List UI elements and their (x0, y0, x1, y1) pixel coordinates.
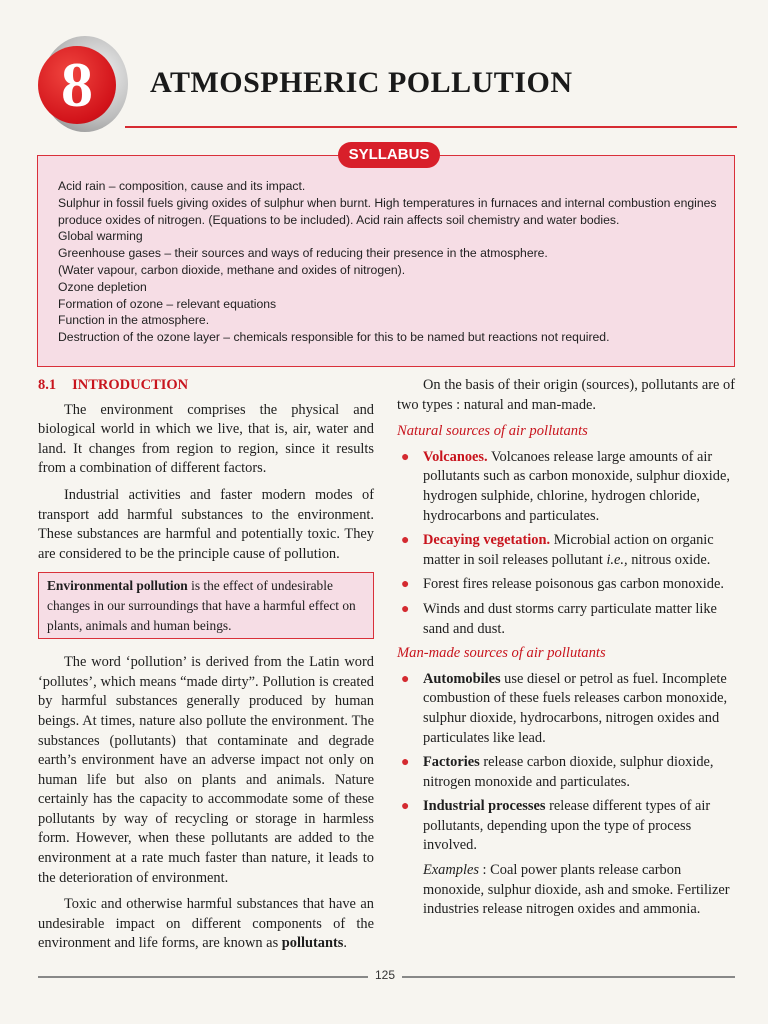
list-item-term: Factories (423, 754, 480, 771)
natural-sources-heading: Natural sources of air pollutants (397, 423, 588, 440)
chapter-number: 8 (38, 46, 116, 124)
bullet-icon: ● (401, 671, 410, 687)
bullet-icon: ● (401, 533, 410, 549)
left-column (38, 376, 374, 961)
syllabus-line: Global warming (58, 229, 143, 244)
section-title: INTRODUCTION (72, 377, 189, 393)
list-item (397, 670, 735, 748)
list-item-italic: i.e., (606, 551, 628, 568)
list-item (397, 797, 735, 856)
syllabus-label: SYLLABUS (338, 142, 440, 168)
definition-box (38, 572, 374, 639)
list-item (397, 600, 735, 639)
examples-text: : Coal power plants release carbon monoxide, sulphur dioxide, ash and smoke. Fertilizer industries release nitrogen oxides and ammonia. (423, 862, 730, 918)
syllabus-line: (Water vapour, carbon dioxide, methane and oxides of nitrogen). (58, 262, 406, 277)
list-item-text: nitrous oxide. (627, 551, 711, 568)
intro-paragraph-3: The word ‘pollution’ is derived from the Latin word ‘pollutes’, which means “made dirty”. Pollution is created by harmful substances generally produced by human beings. At times, nature also pollute the environment. The substances (pollutants) that contaminate and degrade earth’s environment have an adverse impact not only on human life but also on plants and animals. Nature certainly has the capacity to accommodate some of these pollutants by way of recycling or storage in harmless form. However, when these pollutants are added to the environment at a rate much faster than nature, it leads to the deterioration of environment. (38, 654, 374, 886)
intro-paragraph-1: The environment comprises the physical and biological world in which we live, that is, air, water and land. It changes from region to region, since it results from a combination of different factors. (38, 401, 374, 477)
chapter-title: ATMOSPHERIC POLLUTION (150, 66, 573, 99)
natural-sources-list (397, 448, 735, 639)
right-column (397, 376, 735, 920)
list-item-text: Volcanoes release large amounts of air pollutants such as carbon monoxide, sulphur dioxide, hydrogen sulphide, chlorine, hydrogen chloride, hydrocarbons and particulates. (423, 448, 730, 524)
definition-term: Environmental pollution (47, 578, 188, 594)
bullet-icon: ● (401, 601, 410, 617)
list-item-term: Industrial processes (423, 798, 546, 815)
paragraph-4-text: Toxic and otherwise harmful substances that have an undesirable impact on different components of the environment and life forms, are known as (38, 896, 374, 952)
syllabus-line: Formation of ozone – relevant equations (58, 296, 277, 311)
syllabus-line: Ozone depletion (58, 279, 147, 294)
bullet-icon: ● (401, 449, 410, 465)
manmade-sources-heading: Man-made sources of air pollutants (397, 645, 606, 662)
footer-rule-left (38, 976, 368, 978)
syllabus-line: Destruction of the ozone layer – chemicals responsible for this to be named but reactions not required. (58, 330, 610, 345)
examples-paragraph (397, 861, 735, 920)
list-item-term: Decaying vegetation. (423, 532, 551, 549)
definition-text: is the effect of undesirable changes in our surroundings that have a harmful effect on plants, animals and human beings. (47, 578, 356, 633)
list-item-text: Microbial action on organic matter in soil releases pollutant (423, 532, 714, 568)
list-item (397, 531, 735, 570)
list-item-term: Automobiles (423, 670, 501, 687)
paragraph-4-end: . (343, 935, 347, 952)
list-item (397, 448, 735, 526)
list-item-text: Forest fires release poisonous gas carbon monoxide. (423, 576, 724, 593)
syllabus-box (37, 155, 735, 367)
list-item-text: release different types of air pollutants, depending upon the type of process involved. (423, 798, 711, 854)
section-heading (38, 376, 374, 396)
list-item-text: use diesel or petrol as fuel. Incomplete combustion of these fuels releases carbon monoxide, sulphur dioxide, hydrocarbons, nitrogen oxides and particulates like lead. (423, 670, 728, 746)
bullet-icon: ● (401, 577, 410, 593)
footer-rule-right (402, 976, 735, 978)
manmade-sources-list (397, 670, 735, 856)
bullet-icon: ● (401, 755, 410, 771)
pollutants-term: pollutants (281, 935, 344, 952)
list-item-term: Volcanoes. (423, 448, 488, 465)
title-divider (125, 126, 737, 128)
syllabus-line: Greenhouse gases – their sources and ways of reducing their presence in the atmosphere. (58, 246, 548, 261)
syllabus-line: Acid rain – composition, cause and its impact. (58, 179, 306, 193)
list-item (397, 753, 735, 792)
section-number: 8.1 (38, 377, 57, 393)
page-number: 125 (374, 968, 396, 982)
intro-paragraph-4 (38, 895, 374, 954)
examples-label: Examples (423, 862, 479, 879)
syllabus-line: Function in the atmosphere. (58, 313, 210, 328)
list-item-text: Winds and dust storms carry particulate matter like sand and dust. (423, 600, 717, 637)
list-item-text: release carbon dioxide, sulphur dioxide, nitrogen monoxide and particulates. (423, 754, 714, 790)
chapter-badge (38, 36, 126, 132)
list-item (397, 575, 735, 595)
intro-paragraph-2: Industrial activities and faster modern modes of transport add harmful substances to the environment. These substances are harmful and potentially toxic. They are considered to be the principle cause of pollution. (38, 486, 374, 562)
syllabus-line: Sulphur in fossil fuels giving oxides of sulphur when burnt. High temperatures in furnaces and internal combustion engines produce oxides of nitrogen. (Equations to be included). Acid rain affects soil chemistry and water bodies. (58, 195, 717, 227)
bullet-icon: ● (401, 799, 410, 815)
sources-intro: On the basis of their origin (sources), pollutants are of two types : natural and man-made. (397, 377, 735, 413)
